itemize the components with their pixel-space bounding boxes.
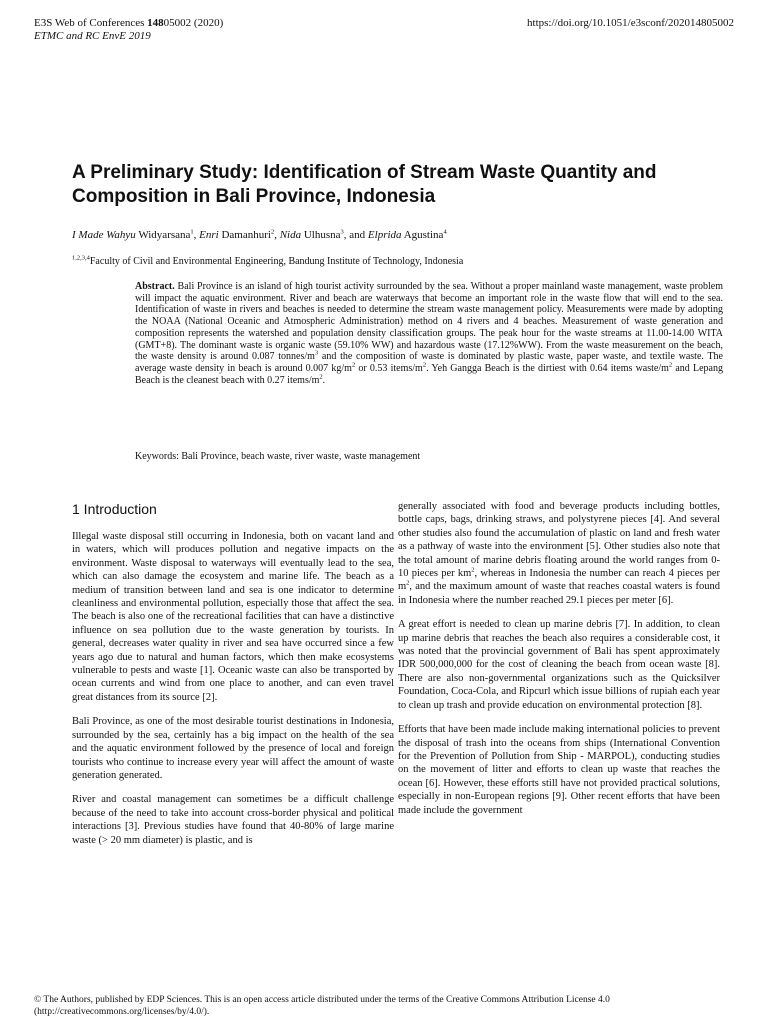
author-affiliation-mark: 4: [443, 228, 447, 236]
author-given-name: Elprida: [367, 229, 402, 241]
body-paragraph: A great effort is needed to clean up marine debris [7]. In addition, to clean up marine debris that reaches the beach also requires a considerable cost, it was noted that the provincial government of Bali has spent approximately IDR 500,000,000 for the cost of cleaning the beach from ocean waste [8]. There are also non-governmental organizations such as the Quicksilver Foundation, Coca-Cola, and Ripcurl which issue billions of rupiah each year to clean up trash and provide education on environmental protection [8].: [398, 619, 720, 711]
license-footer: © The Authors, published by EDP Sciences. This is an open access article distributed under the terms of the Creative Commons Attribution License 4.0 (http://creativecommons.org/licenses/by/4.0/).: [34, 995, 610, 1017]
section-heading-introduction: 1 Introduction: [72, 501, 157, 517]
body-paragraph: River and coastal management can sometimes be a difficult challenge because of the need to take into account cross-border physical and political interactions [3]. Previous studies have found that 40-80% of large marine waste (> 20 mm diameter) is plastic, and is: [72, 794, 394, 846]
running-header-left: [34, 16, 223, 30]
superscript: 3: [314, 349, 319, 357]
journal-name: E3S Web of Conferences: [34, 17, 145, 29]
author-given-name: Nida: [279, 229, 302, 241]
right-column: [398, 500, 720, 828]
body-text: generally associated with food and beverage products including bottles, bottle caps, bags, drinking straws, and polystyrene pieces [4]. And several other studies also found the accumulation of plastic on land and fresh water as a pathway of waste into the environment [5]. Other studies also note that the total amount of marine debris floating around the world ranges from 0-10 pieces per km: [398, 501, 720, 580]
author-given-name: Enri: [199, 229, 219, 241]
superscript: 2: [319, 373, 323, 381]
abstract-text: and Lepang Beach is the cleanest beach with 0.27 items/m: [135, 362, 723, 386]
body-paragraph: Illegal waste disposal still occurring in Indonesia, both on vacant land and in waters, which will produces pollution and negative impacts on the environment. Waste disposal to waterways will eventually lead to the sea, which can also damage the ecosystem and marine life. The beach as a medium of transition between land and sea is one indicator to determine cleanliness and environmental pollution, especially those that affect the sea. The beach is also one of the recreational facilities that can have a distinctive influence on sea pollution due to the waste generation by tourists. In general, decreases water quality in river and sea have occurred since a few years ago due to natural and human factors, which then make ecosystems vulnerable to pests and waste [1]. Oceanic waste can also be transported by ocean currents and wind from one place to another, and can even travel great distances from its source [2].: [72, 531, 394, 703]
superscript: 2: [406, 579, 410, 587]
body-paragraph: [398, 500, 720, 607]
author-family-name: Ulhusna: [303, 229, 341, 241]
author-separator: ,: [274, 229, 280, 241]
superscript: 2: [668, 361, 673, 369]
abstract-text: Bali Province is an island of high tourist activity surrounded by the sea. Without a proper mainland waste management, waste problem will impact the aquatic environment. River and beach are waterways that become an important role in the waste flow that will end to the sea. Identification of waste in rivers and beaches is needed to determine the stream waste management policy. Measurements were made by adopting the NOAA (National Oceanic and Atmospheric Administration) method on 4 rivers and 4 beaches. Measurement of waste generation and composition represents the watershed and population density classification groups. The peak hour for the waste streams at 11.00-14.00 WITA (GMT+8). The dominant waste is organic waste (59.10% WW) and hazardous waste (17.12%WW). From the waste measurement on the beach, the waste density is around 0.087 tonnes/m: [135, 281, 723, 363]
author-family-name: Widyarsana: [138, 229, 191, 241]
abstract-text: . Yeh Gangga Beach is the dirtiest with 0.64 items waste/m: [426, 362, 669, 374]
doi-link[interactable]: https://doi.org/10.1051/e3sconf/202014805002: [527, 17, 734, 29]
body-paragraph: Efforts that have been made include making international policies to prevent the disposal of trash into the oceans from ships (International Convention for the Prevention of Pollution from Ship - MARPOL), conducting studies on the movement of litter and efforts to clean up waste that reaches the ocean [6]. However, these efforts still have not provided practical solutions, especially in non-European regions [9]. Other recent efforts that have been made include the government: [398, 724, 720, 816]
abstract-text: or 0.53 items/m: [355, 362, 423, 374]
abstract: [135, 281, 723, 386]
affiliation: [72, 255, 463, 268]
left-column: [72, 500, 394, 858]
body-text: , and the maximum amount of waste that reaches coastal waters is found in Indonesia where the number reached 29.1 pieces per meter [6].: [398, 581, 720, 606]
author-family-name: Damanhuri: [221, 229, 271, 241]
superscript: 2: [422, 361, 427, 369]
author-affiliation-mark: 3: [340, 228, 344, 236]
superscript: 2: [471, 566, 475, 574]
author-affiliation-mark: 1: [190, 228, 194, 236]
author-separator: , and: [343, 229, 368, 241]
author-given-name: I Made Wahyu: [72, 229, 136, 241]
body-paragraph: Bali Province, as one of the most desirable tourist destinations in Indonesia, surrounded by the sea, certainly has a big impact on the health of the sea and the aquatic environment followed by the presence of local and foreign tourists who continue to increase every year will affect the amount of waste generation generated.: [72, 716, 394, 781]
affiliation-text: Faculty of Civil and Environmental Engineering, Bandung Institute of Technology, Indonesia: [89, 256, 464, 267]
author-list: [72, 228, 447, 242]
affiliation-mark: 1,2,3,4: [72, 254, 90, 262]
superscript: 2: [351, 361, 356, 369]
volume-number: 148: [147, 17, 164, 29]
author-family-name: Agustina: [403, 229, 444, 241]
abstract-text: .: [322, 374, 326, 386]
body-text: , whereas in Indonesia the number can reach 4 pieces per m: [398, 568, 721, 593]
conference-name: ETMC and RC EnvE 2019: [34, 30, 151, 42]
author-separator: ,: [193, 229, 200, 241]
author-affiliation-mark: 2: [270, 228, 275, 236]
keywords: Keywords: Bali Province, beach waste, river waste, waste management: [135, 451, 421, 462]
abstract-label: Abstract.: [135, 281, 175, 292]
article-number: 05002 (2020): [163, 17, 224, 29]
abstract-text: and the composition of waste is dominated by plastic waste, paper waste, and textile waste. The average waste density in beach is around 0.007 kg/m: [135, 351, 723, 374]
paper-title: A Preliminary Study: Identification of Stream Waste Quantity and Composition in Bali Province, Indonesia: [72, 162, 657, 207]
